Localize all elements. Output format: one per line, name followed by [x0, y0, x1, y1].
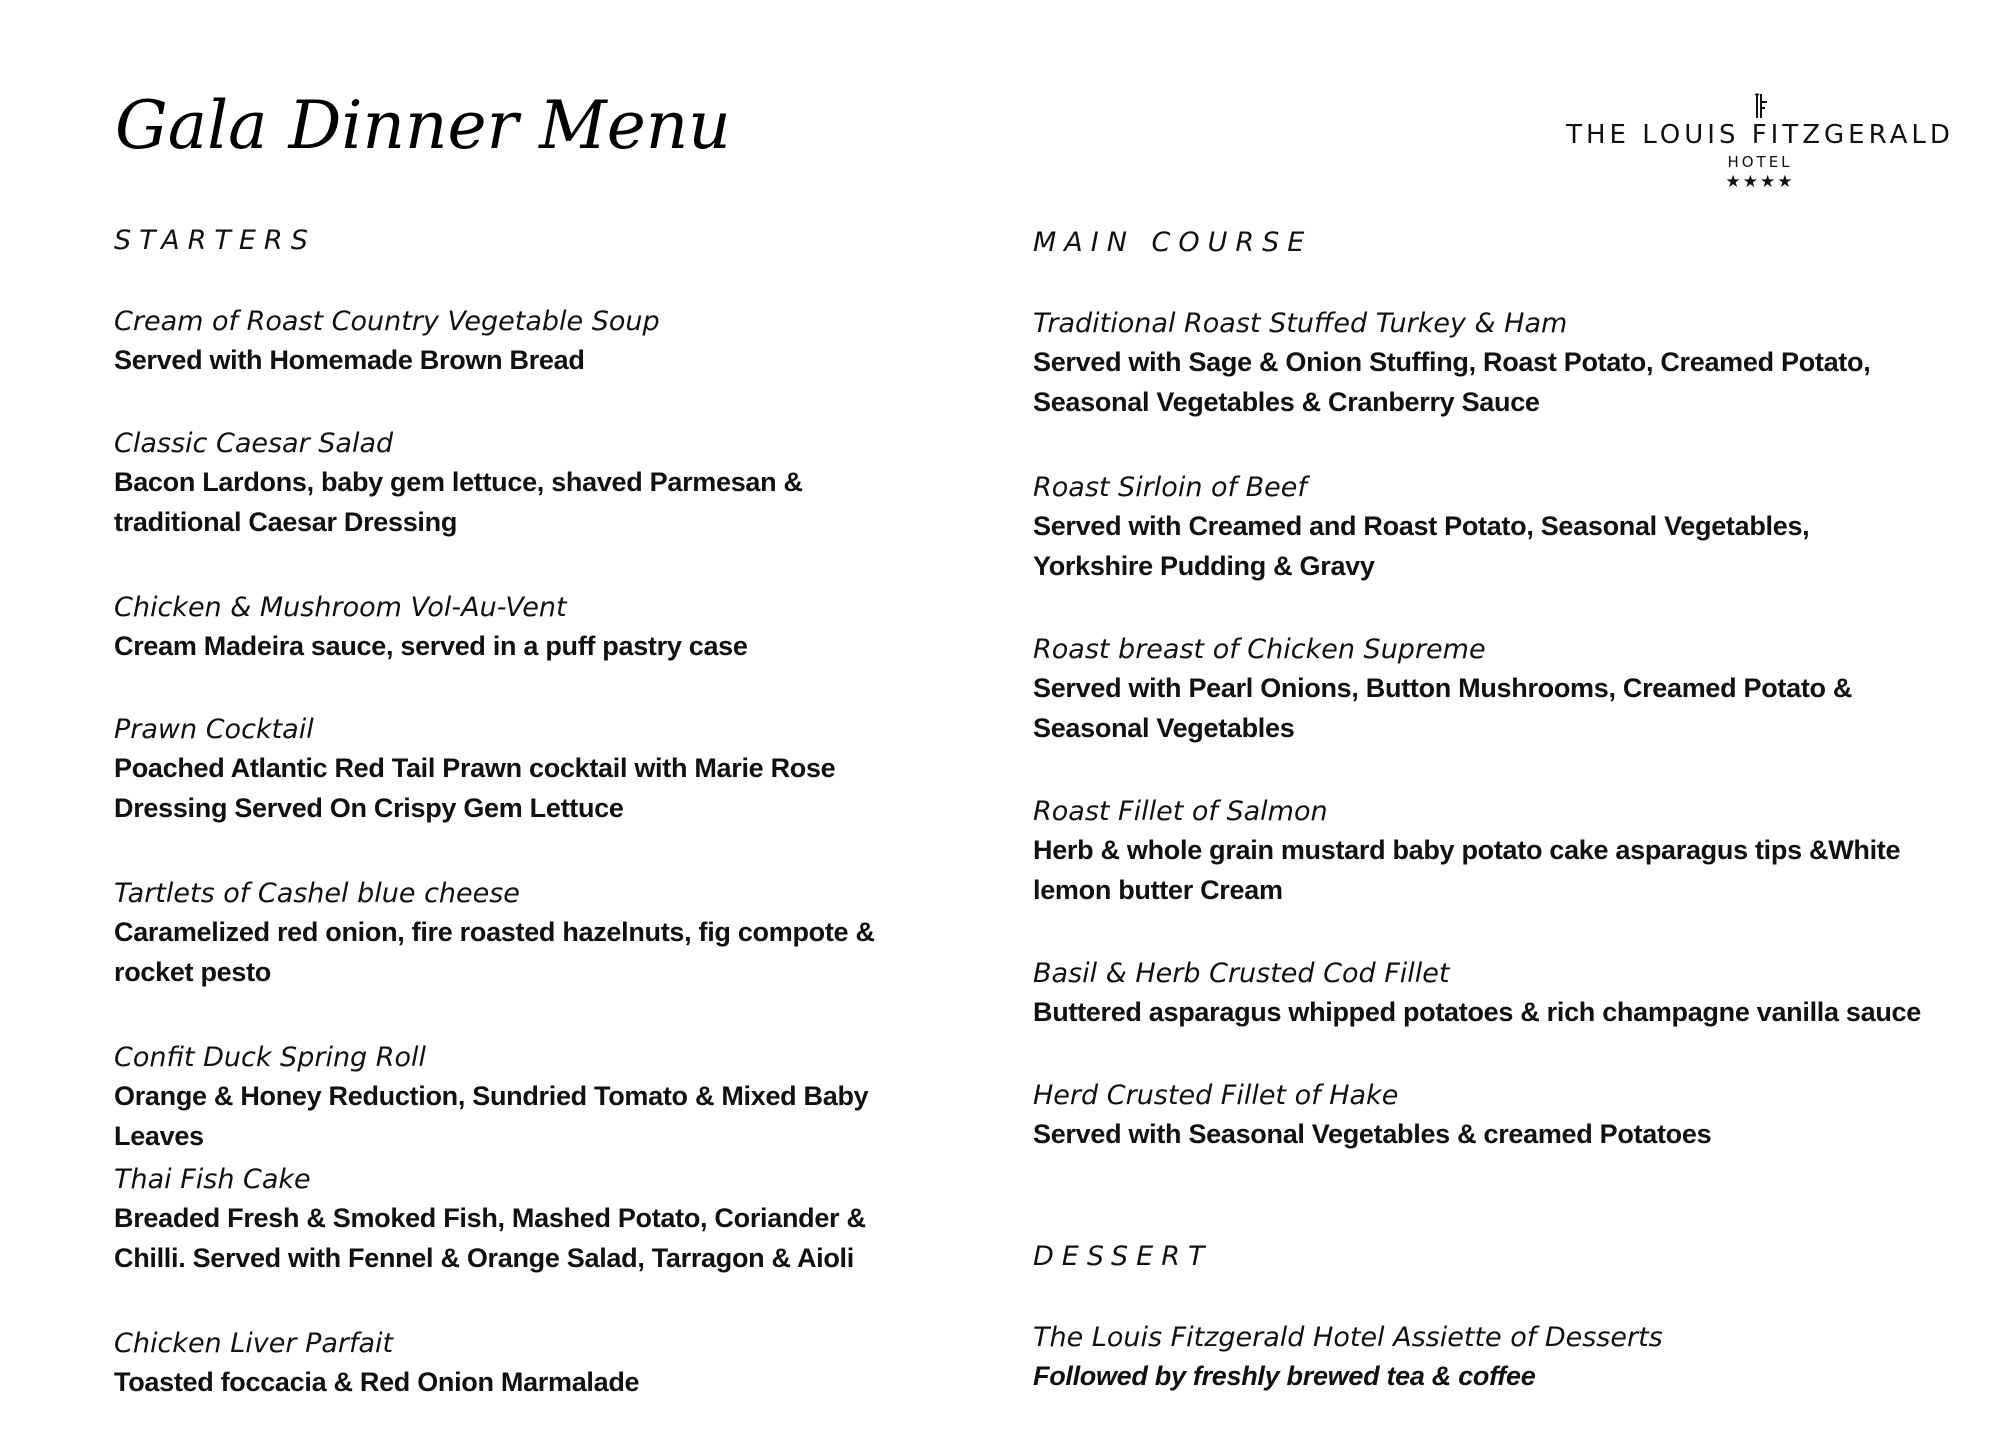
- main-item: [1033, 794, 1933, 910]
- dish-description: Toasted foccacia & Red Onion Marmalade: [114, 1367, 640, 1397]
- dish-description: Served with Homemade Brown Bread: [114, 345, 585, 375]
- dish-name: Chicken & Mushroom Vol-Au-Vent: [114, 592, 567, 623]
- dish-description: Followed by freshly brewed tea & coffee: [1033, 1361, 1536, 1391]
- dish-description: Caramelized red onion, fire roasted hazelnuts, fig compote & rocket pesto: [114, 917, 875, 987]
- dish-description: Served with Sage & Onion Stuffing, Roast Potato, Creamed Potato, Seasonal Vegetables & Cranberry Sauce: [1033, 347, 1871, 417]
- dish-name: Tartlets of Cashel blue cheese: [114, 878, 520, 909]
- starter-item: [114, 426, 934, 542]
- dish-description: Served with Creamed and Roast Potato, Seasonal Vegetables, Yorkshire Pudding & Gravy: [1033, 511, 1810, 581]
- starter-item: [114, 1040, 934, 1156]
- dessert-item: [1033, 1320, 1933, 1396]
- dish-description: Cream Madeira sauce, served in a puff pastry case: [114, 631, 748, 661]
- starter-item: [114, 1326, 934, 1402]
- dish-description: Breaded Fresh & Smoked Fish, Mashed Potato, Coriander & Chilli. Served with Fennel & Orange Salad, Tarragon & Aioli: [114, 1203, 866, 1273]
- dish-description: Poached Atlantic Red Tail Prawn cocktail with Marie Rose Dressing Served On Crispy Gem Lettuce: [114, 753, 836, 823]
- starter-item: [114, 1162, 934, 1278]
- dish-name: The Louis Fitzgerald Hotel Assiette of Desserts: [1033, 1322, 1663, 1353]
- main-item: [1033, 1078, 1933, 1154]
- dish-name: Herd Crusted Fillet of Hake: [1033, 1080, 1399, 1111]
- dish-name: Chicken Liver Parfait: [114, 1328, 394, 1359]
- dish-name: Classic Caesar Salad: [114, 428, 394, 459]
- dish-name: Roast breast of Chicken Supreme: [1033, 634, 1486, 665]
- hotel-monogram-icon: [1750, 92, 1770, 120]
- hotel-name: THE LOUIS FITZGERALD: [1566, 120, 1954, 150]
- main-item: [1033, 956, 1933, 1032]
- dish-name: Thai Fish Cake: [114, 1164, 311, 1195]
- dish-name: Confit Duck Spring Roll: [114, 1042, 427, 1073]
- main-item: [1033, 470, 1933, 586]
- main-course-heading: MAIN COURSE: [1033, 227, 1313, 258]
- dish-description: Orange & Honey Reduction, Sundried Tomato & Mixed Baby Leaves: [114, 1081, 869, 1151]
- dish-description: Served with Pearl Onions, Button Mushrooms, Creamed Potato & Seasonal Vegetables: [1033, 673, 1853, 743]
- hotel-star-rating: ★★★★: [1725, 172, 1795, 192]
- dish-name: Prawn Cocktail: [114, 714, 314, 745]
- dish-description: Served with Seasonal Vegetables & creamed Potatoes: [1033, 1119, 1712, 1149]
- dish-description: Herb & whole grain mustard baby potato cake asparagus tips &White lemon butter Cream: [1033, 835, 1901, 905]
- dish-name: Traditional Roast Stuffed Turkey & Ham: [1033, 308, 1568, 339]
- hotel-label: HOTEL: [1727, 153, 1793, 171]
- starter-item: [114, 590, 934, 666]
- starter-item: [114, 304, 934, 380]
- dish-description: Bacon Lardons, baby gem lettuce, shaved Parmesan & traditional Caesar Dressing: [114, 467, 803, 537]
- starter-item: [114, 876, 934, 992]
- main-item: [1033, 306, 1933, 422]
- dessert-heading: DESSERT: [1033, 1241, 1213, 1272]
- main-item: [1033, 632, 1933, 748]
- starters-heading: STARTERS: [114, 225, 316, 256]
- dish-name: Roast Sirloin of Beef: [1033, 472, 1307, 503]
- hotel-logo: [1560, 92, 1960, 192]
- menu-title: Gala Dinner Menu: [115, 87, 731, 164]
- starter-item: [114, 712, 934, 828]
- dish-name: Basil & Herb Crusted Cod Fillet: [1033, 958, 1450, 989]
- dish-name: Roast Fillet of Salmon: [1033, 796, 1328, 827]
- dish-description: Buttered asparagus whipped potatoes & rich champagne vanilla sauce: [1033, 997, 1921, 1027]
- dish-name: Cream of Roast Country Vegetable Soup: [114, 306, 660, 337]
